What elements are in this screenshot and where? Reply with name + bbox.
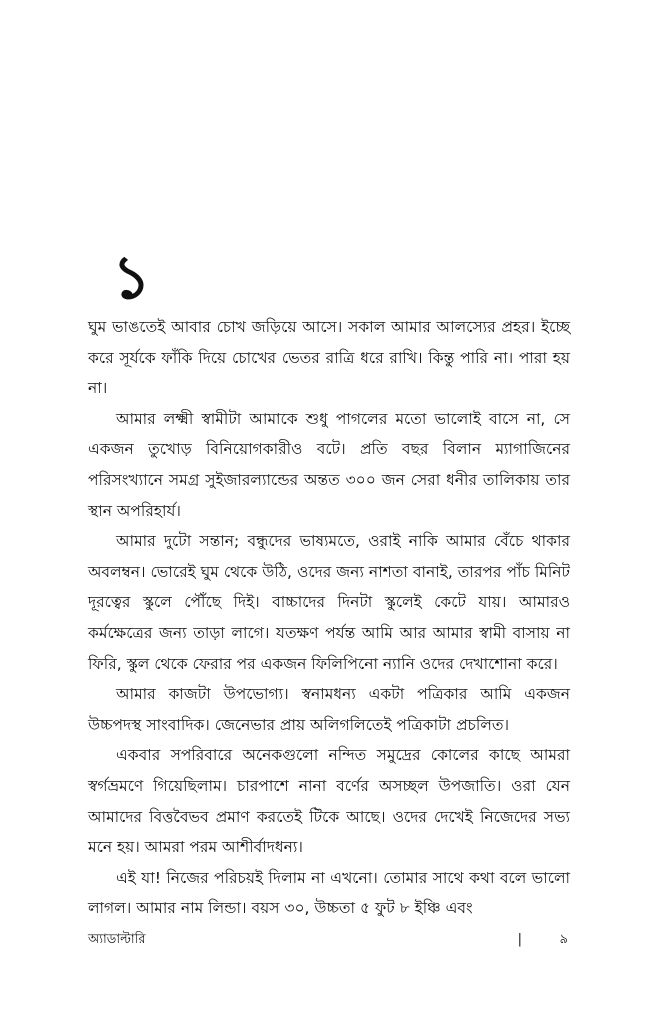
footer-separator: | (517, 932, 522, 947)
running-title: অ্যাডাল্টারি (88, 932, 146, 947)
body-text (88, 312, 570, 924)
page-number: ৯ (559, 932, 568, 947)
paragraph-6: এই যা! নিজের পরিচয়ই দিলাম না এখনো। তোমার সাথে কথা বলে ভালো লাগল। আমার নাম লিন্ডা। বয়স ৩০, উচ্চতা ৫ ফুট ৮ ইঞ্চি এবং (88, 868, 570, 918)
paragraph-1: ঘুম ভাঙতেই আবার চোখ জড়িয়ে আসে। সকাল আমার আলস্যের প্রহর। ইচ্ছে করে সূর্যকে ফাঁকি দিয়ে চোখের ভেতর রাত্রি ধরে রাখি। কিন্তু পারি না। পারা হয় না। (88, 318, 570, 398)
paragraph-2: আমার লক্ষ্মী স্বামীটা আমাকে শুধু পাগলের মতো ভালোই বাসে না, সে একজন তুখোড় বিনিয়োগকারীও বটে। প্রতি বছর বিলান ম্যাগাজিনের পরিসংখ্যানে সমগ্র সুইজারল্যান্ডের অন্তত ৩০০ জন সেরা ধনীর তালিকায় তার স্থান অপরিহার্য। (88, 409, 570, 520)
chapter-number: ১ (112, 243, 151, 313)
page-footer (88, 927, 570, 953)
paragraph-4: আমার কাজটা উপভোগ্য। স্বনামধন্য একটা পত্রিকার আমি একজন উচ্চপদস্থ সাংবাদিক। জেনেভার প্রায় অলিগলিতেই পত্রিকাটা প্রচলিত। (88, 685, 570, 734)
paragraph-5: একবার সপরিবারে অনেকগুলো নন্দিত সমুদ্রের কোলের কাছে আমরা স্বর্গভ্রমণে গিয়েছিলাম। চারপাশে নানা বর্ণের অসচ্ছল উপজাতি। ওরা যেন আমাদের বিত্তবৈভব প্রমাণ করতেই টিকে আছে। ওদের দেখেই নিজেদের সভ্য মনে হয়। আমরা পরম আশীর্বাদধন্য। (88, 746, 570, 857)
paragraph-3: আমার দুটো সন্তান; বন্ধুদের ভাষ্যমতে, ওরাই নাকি আমার বেঁচে থাকার অবলম্বন। ভোরেই ঘুম থেকে উঠি, ওদের জন্য নাশতা বানাই, তারপর পাঁচ মিনিট দূরত্বের স্কুলে পৌঁছে দিই। বাচ্চাদের দিনটা স্কুলেই কেটে যায়। আমারও কর্মক্ষেত্রের জন্য তাড়া লাগে। যতক্ষণ পর্যন্ত আমি আর আমার স্বামী বাসায় না ফিরি, স্কুল থেকে ফেরার পর একজন ফিলিপিনো ন্যানি ওদের দেখাশোনা করে। (88, 532, 570, 673)
